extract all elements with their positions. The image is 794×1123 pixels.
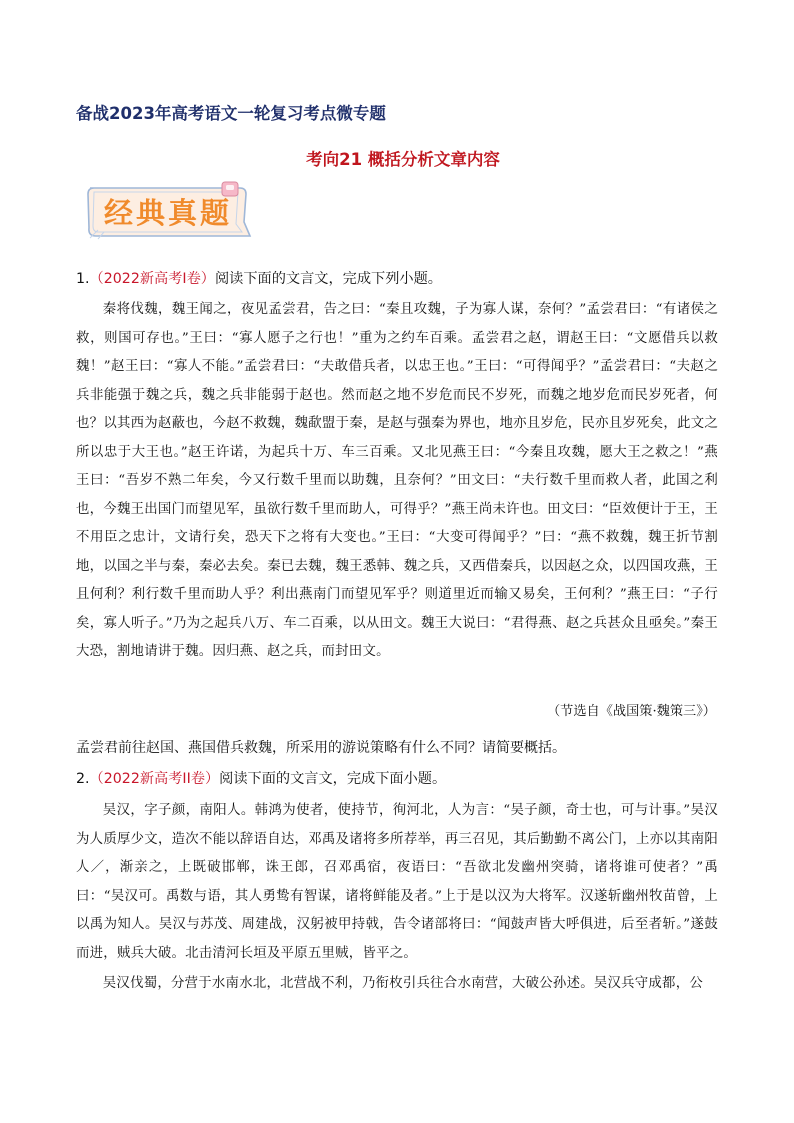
question-1-header	[76, 268, 442, 288]
question-1-prompt: 孟尝君前往赵国、燕国借兵救魏，所采用的游说策略有什么不同？请简要概括。	[76, 740, 566, 756]
question-2-instruction: 阅读下面的文言文，完成下面小题。	[219, 771, 447, 787]
question-1-passage	[76, 296, 718, 667]
question-2-passage	[76, 797, 718, 999]
series-title: 备战2023年高考语文一轮复习考点微专题	[76, 104, 386, 123]
passage-paragraph: 吴汉，字子颜，南阳人。韩鸿为使者，使持节，徇河北，人为言：“吴子颜，奇士也，可与计事。”吴汉为人质厚少文，造次不能以辞语自达，邓禹及诸将多所荐举，再三召见，其后勤勤不离公门，上亦以其南阳人／，渐亲之，上既破邯郸，诛王郎，召邓禹宿，夜语曰：“吾欲北发幽州突骑，诸将谁可使者？”禹曰：“吴汉可。禹数与语，其人勇鸷有智谋，诸将鲜能及者。”上于是以汉为大将军。汉遂斩幽州牧苗曾，上以禹为知人。吴汉与苏茂、周建战，汉躬被甲持戟，告令诸部将曰：“闻鼓声皆大呼俱进，后至者斩。”遂鼓而进，贼兵大破。北击清河长垣及平原五里贼，皆平之。	[76, 803, 718, 961]
passage-paragraph: 秦将伐魏，魏王闻之，夜见孟尝君，告之曰：“秦且攻魏，子为寡人谋，奈何？”孟尝君曰：“有诸侯之救，则国可存也。”王曰：“寡人愿子之行也！”重为之约车百乘。孟尝君之赵，谓赵王曰：“文愿借兵以救魏！”赵王曰：“寡人不能。”孟尝君曰：“夫敢借兵者，以忠王也。”王曰：“可得闻乎？”孟尝君曰：“夫赵之兵非能强于魏之兵，魏之兵非能弱于赵也。然而赵之地不岁危而民不岁死，而魏之地岁危而民岁死者，何也？以其西为赵蔽也，今赵不救魏，魏歃盟于秦，是赵与强秦为界也，地亦且岁危，民亦且岁死矣，此文之所以忠于大王也。”赵王许诺，为起兵十万、车三百乘。又北见燕王曰：“今秦且攻魏，愿大王之救之！”燕王曰：“吾岁不熟二年矣，今又行数千里而以助魏，且奈何？”田文曰：“夫行数千里而救人者，此国之利也，今魏王出国门而望见军，虽欲行数千里而助人，可得乎？”燕王尚未许也。田文曰：“臣效便计于王，王不用臣之忠计，文请行矣，恐天下之将有大变也。”王曰：“大变可得闻乎？”曰：“燕不救魏，魏王折节割地，以国之半与秦，秦必去矣。秦已去魏，魏王悉韩、魏之兵，又西借秦兵，以因赵之众，以四国攻燕，王且何利？利行数千里而助人乎？利出燕南门而望见军乎？则道里近而输又易矣，王何利？”燕王曰：“子行矣，寡人听子。”乃为之起兵八万、车二百乘，以从田文。魏王大说曰：“君得燕、赵之兵甚众且亟矣。”秦王大恐，割地请讲于魏。因归燕、赵之兵，而封田文。	[76, 302, 718, 659]
question-1-instruction: 阅读下面的文言文，完成下列小题。	[214, 271, 442, 287]
question-2-source: （2022新高考II卷）	[89, 771, 220, 787]
question-2-header	[76, 768, 446, 788]
topic-title: 考向21 概括分析文章内容	[306, 150, 500, 169]
passage-source-note: （节选自《战国策·魏策三》）	[546, 704, 716, 719]
section-badge	[84, 180, 256, 242]
question-2-number: 2.	[76, 771, 90, 787]
passage-paragraph: 吴汉伐蜀，分营于水南水北，北营战不利，乃衔枚引兵往合水南营，大破公孙述。吴汉兵守成都，公	[102, 976, 703, 991]
question-1-source: （2022新高考I卷）	[89, 271, 215, 287]
badge-label: 经典真题	[104, 196, 233, 230]
question-1-number: 1.	[76, 271, 90, 287]
